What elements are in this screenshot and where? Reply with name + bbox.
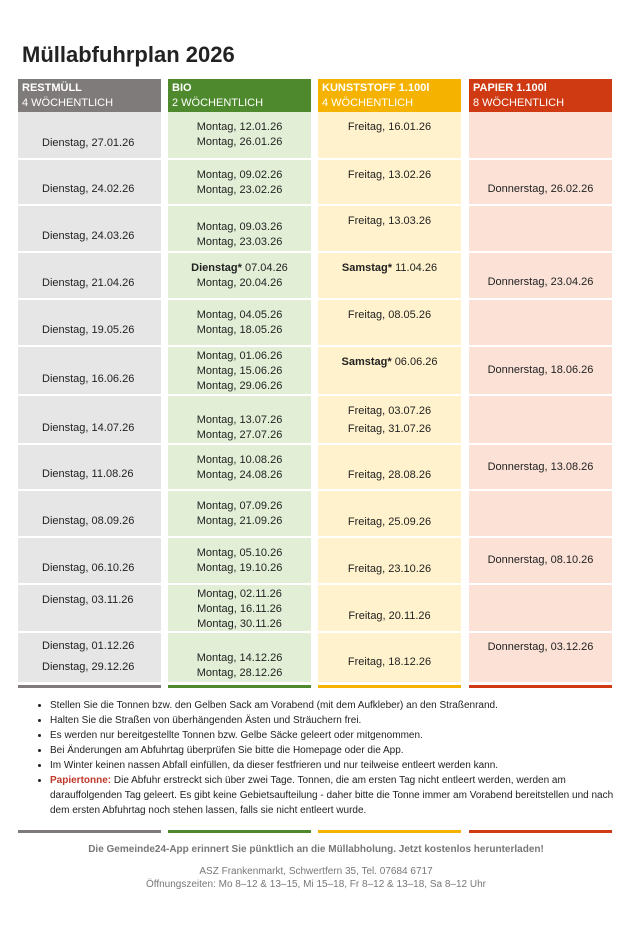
- column-papier: [469, 79, 612, 688]
- column-header-restmuell: [18, 79, 161, 112]
- list-item: Donnerstag, 26.02.26: [469, 160, 612, 206]
- list-item: Montag, 14.12.26 Montag, 28.12.26: [168, 633, 311, 684]
- list-item: Montag, 04.05.26 Montag, 18.05.26: [168, 300, 311, 347]
- list-item: Donnerstag, 23.04.26: [469, 253, 612, 300]
- column-bio: [168, 79, 311, 688]
- column-name: RESTMÜLL: [22, 82, 82, 94]
- separator-kunststoff: [318, 830, 461, 833]
- list-item: Freitag, 16.01.26: [318, 112, 461, 160]
- page-title: Müllabfuhrplan 2026: [22, 42, 235, 67]
- footer-hours: Öffnungszeiten: Mo 8–12 & 13–15, Mi 15–18, Fr 8–12 & 13–18, Sa 8–12 Uhr: [145, 879, 487, 890]
- list-item: [469, 396, 612, 445]
- column-header-bio: [168, 79, 311, 112]
- list-item: Samstag* 06.06.26: [318, 347, 461, 396]
- list-item: Dienstag, 06.10.26: [18, 538, 161, 585]
- note-item: • Stellen Sie die Tonnen bzw. den Gelben Sack am Vorabend (mit dem Aufkleber) an den Straßenrand.: [50, 698, 620, 713]
- list-item: Dienstag* 07.04.26 Montag, 20.04.26: [168, 253, 311, 300]
- list-item: Freitag, 13.03.26: [318, 206, 461, 253]
- list-item: Dienstag, 01.12.26 Dienstag, 29.12.26: [18, 633, 161, 684]
- column-footer-bar: [18, 685, 161, 688]
- list-item: Freitag, 28.08.26: [318, 445, 461, 491]
- list-item: [469, 206, 612, 253]
- note-item: • Halten Sie die Straßen von überhängenden Ästen und Sträuchern frei.: [50, 713, 620, 728]
- list-item: Montag, 02.11.26 Montag, 16.11.26 Montag, 30.11.26: [168, 585, 311, 633]
- list-item: [469, 300, 612, 347]
- note-item: • Im Winter keinen nassen Abfall einfüllen, da dieser festfrieren und nur teilweise entleert werden kann.: [50, 758, 620, 773]
- column-footer-bar: [469, 685, 612, 688]
- footer-app-note: Die Gemeinde24-App erinnert Sie pünktlich an die Müllabholung. Jetzt kostenlos herunterladen!: [88, 844, 544, 855]
- list-item: Dienstag, 08.09.26: [18, 491, 161, 538]
- list-item: Dienstag, 21.04.26: [18, 253, 161, 300]
- column-frequency: 8 WÖCHENTLICH: [473, 97, 565, 109]
- column-frequency: 2 WÖCHENTLICH: [172, 97, 264, 109]
- column-footer-bar: [168, 685, 311, 688]
- list-item: Dienstag, 24.03.26: [18, 206, 161, 253]
- list-item: Samstag* 11.04.26: [318, 253, 461, 300]
- separator-bio: [168, 830, 311, 833]
- column-kunststoff: [318, 79, 461, 688]
- separator-papier: [469, 830, 612, 833]
- list-item: Montag, 05.10.26 Montag, 19.10.26: [168, 538, 311, 585]
- list-item: Dienstag, 16.06.26: [18, 347, 161, 396]
- column-name: BIO: [172, 82, 192, 94]
- list-item: Donnerstag, 03.12.26: [469, 633, 612, 684]
- list-item: Freitag, 13.02.26: [318, 160, 461, 206]
- note-item: • Bei Änderungen am Abfuhrtag überprüfen Sie bitte die Homepage oder die App.: [50, 743, 620, 758]
- notes-list: [30, 698, 620, 818]
- list-item: Dienstag, 19.05.26: [18, 300, 161, 347]
- list-item: Dienstag, 27.01.26: [18, 112, 161, 160]
- list-item: Montag, 13.07.26 Montag, 27.07.26: [168, 396, 311, 445]
- list-item: Donnerstag, 18.06.26: [469, 347, 612, 396]
- list-item: Dienstag, 24.02.26: [18, 160, 161, 206]
- list-item: Dienstag, 03.11.26: [18, 585, 161, 633]
- separator-restmuell: [18, 830, 161, 833]
- note-item: • Es werden nur bereitgestellte Tonnen bzw. Gelbe Säcke geleert oder mitgenommen.: [50, 728, 620, 743]
- note-paper-text: Die Abfuhr erstreckt sich über zwei Tage. Tonnen, die am ersten Tag nicht entleert werden, werden am darauffolgenden Tag geleert. Es gibt keine Gebietsaufteilung - daher bitte die Tonne immer am Vorabend bereitstellen und nach dem ersten Abfuhrtag noch stehen lassen, falls sie nicht entleert wurde.: [50, 775, 614, 816]
- list-item: [469, 585, 612, 633]
- column-restmuell: [18, 79, 161, 688]
- note-item-paper: [50, 773, 620, 818]
- list-item: Freitag, 03.07.26 Freitag, 31.07.26: [318, 396, 461, 445]
- column-header-papier: [469, 79, 612, 112]
- list-item: Freitag, 08.05.26: [318, 300, 461, 347]
- list-item: Freitag, 20.11.26: [318, 585, 461, 633]
- column-footer-bar: [318, 685, 461, 688]
- footer-address: ASZ Frankenmarkt, Schwertfern 35, Tel. 07684 6717: [199, 866, 433, 877]
- column-header-kunststoff: [318, 79, 461, 112]
- note-paper-label: Papiertonne:: [50, 775, 112, 786]
- column-name: KUNSTSTOFF 1.100l: [322, 82, 430, 94]
- list-item: Dienstag, 11.08.26: [18, 445, 161, 491]
- list-item: Montag, 12.01.26 Montag, 26.01.26: [168, 112, 311, 160]
- list-item: Montag, 01.06.26 Montag, 15.06.26 Montag, 29.06.26: [168, 347, 311, 396]
- list-item: Montag, 07.09.26 Montag, 21.09.26: [168, 491, 311, 538]
- list-item: Montag, 10.08.26 Montag, 24.08.26: [168, 445, 311, 491]
- column-name: PAPIER 1.100l: [473, 82, 547, 94]
- column-frequency: 4 WÖCHENTLICH: [22, 97, 114, 109]
- list-item: Donnerstag, 13.08.26: [469, 445, 612, 491]
- list-item: Montag, 09.03.26 Montag, 23.03.26: [168, 206, 311, 253]
- list-item: Freitag, 18.12.26: [318, 633, 461, 684]
- list-item: Freitag, 25.09.26: [318, 491, 461, 538]
- list-item: Montag, 09.02.26 Montag, 23.02.26: [168, 160, 311, 206]
- list-item: Dienstag, 14.07.26: [18, 396, 161, 445]
- list-item: [469, 491, 612, 538]
- column-frequency: 4 WÖCHENTLICH: [322, 97, 414, 109]
- list-item: Donnerstag, 08.10.26: [469, 538, 612, 585]
- list-item: [469, 112, 612, 160]
- list-item: Freitag, 23.10.26: [318, 538, 461, 585]
